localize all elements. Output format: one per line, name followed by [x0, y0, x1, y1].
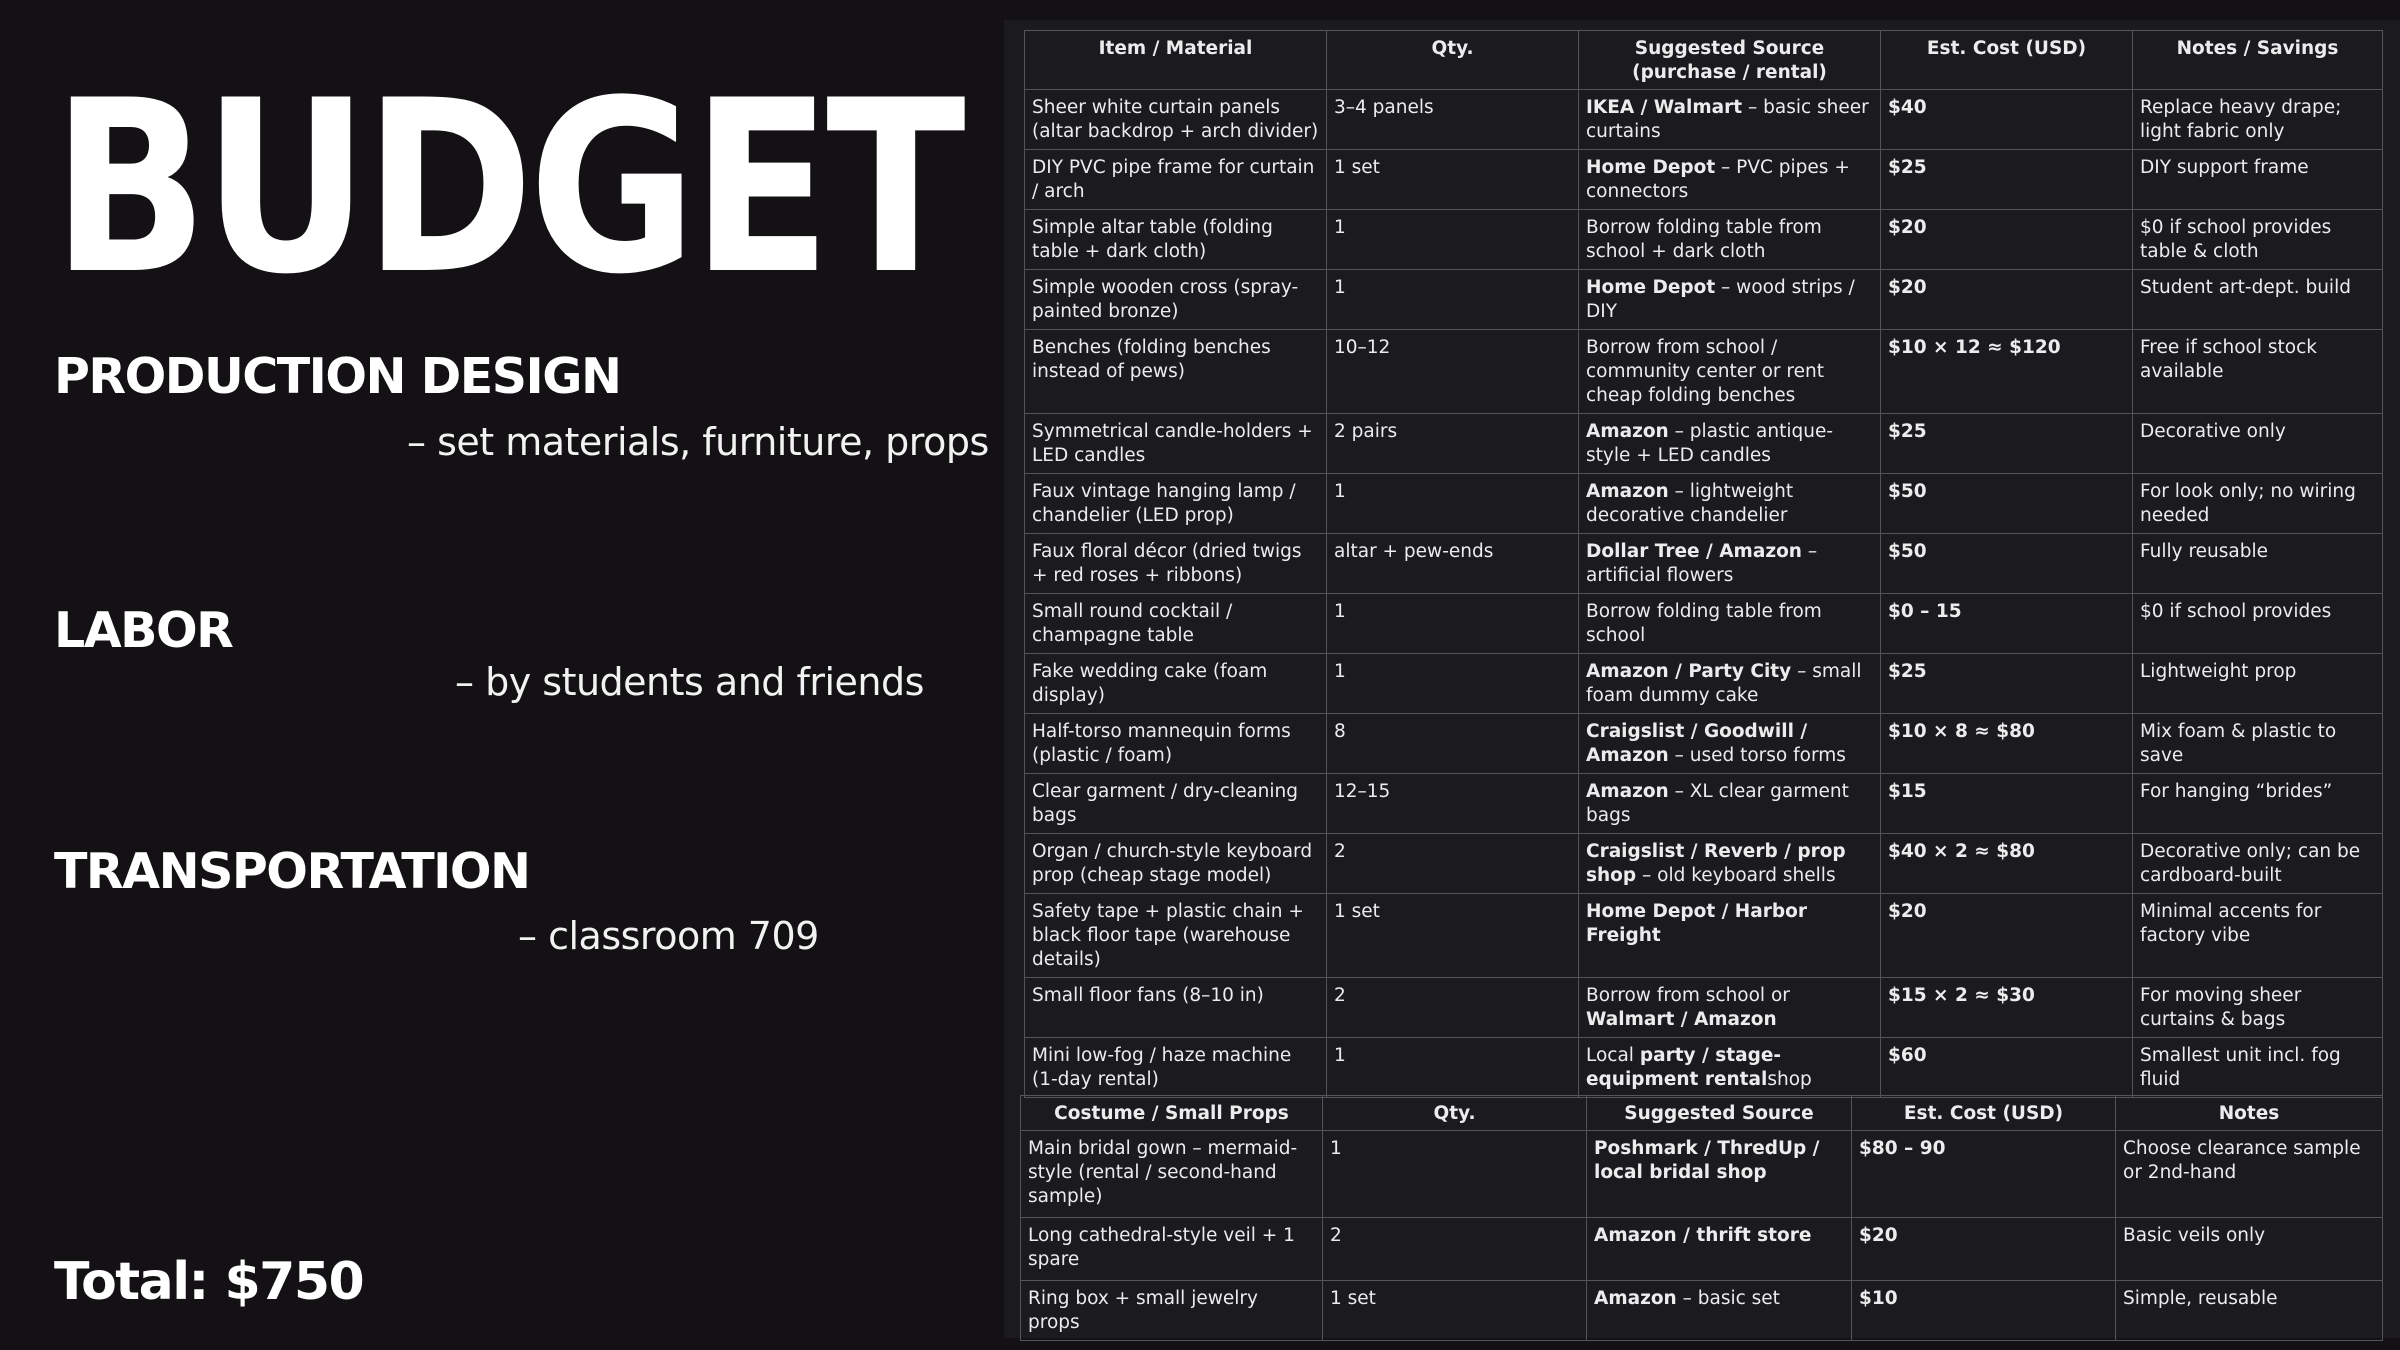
- item-cell: DIY PVC pipe frame for curtain / arch: [1025, 150, 1327, 210]
- cost-cell: $25: [1881, 414, 2133, 474]
- notes-cell: Minimal accents for factory vibe: [2133, 894, 2383, 978]
- source-vendor: Amazon / thrift store: [1594, 1225, 1812, 1246]
- source-prefix: Local: [1586, 1045, 1640, 1066]
- table-row: [1025, 834, 2383, 894]
- source-vendor: Dollar Tree / Amazon: [1586, 541, 1802, 562]
- budget-tables-panel: [1004, 20, 2400, 1338]
- item-cell: Long cathedral-style veil + 1 spare: [1021, 1218, 1323, 1281]
- source-detail: Borrow from school or: [1586, 985, 1790, 1006]
- source-detail: – small foam dummy cake: [1586, 661, 1862, 706]
- source-vendor: Craigslist / Goodwill / Amazon: [1586, 721, 1808, 766]
- source-cell: [1579, 594, 1881, 654]
- source-detail: – wood strips / DIY: [1586, 277, 1855, 322]
- qty-cell: 12–15: [1327, 774, 1579, 834]
- source-detail: – PVC pipes + connectors: [1586, 157, 1850, 202]
- cost-cell: $40 × 2 ≈ $80: [1881, 834, 2133, 894]
- item-cell: Fake wedding cake (foam display): [1025, 654, 1327, 714]
- table-row: [1021, 1218, 2383, 1281]
- column-header: Item / Material: [1025, 31, 1327, 90]
- qty-cell: 1 set: [1327, 150, 1579, 210]
- item-cell: Small round cocktail / champagne table: [1025, 594, 1327, 654]
- cost-cell: $50: [1881, 534, 2133, 594]
- table-row: [1025, 894, 2383, 978]
- item-cell: Symmetrical candle-holders + LED candles: [1025, 414, 1327, 474]
- cost-cell: $60: [1881, 1038, 2133, 1098]
- section-heading-transportation: TRANSPORTATION: [54, 843, 530, 900]
- source-vendor: IKEA / Walmart: [1586, 97, 1743, 118]
- table-row: [1025, 714, 2383, 774]
- source-cell: [1579, 210, 1881, 270]
- qty-cell: 1: [1323, 1131, 1587, 1218]
- item-cell: Simple altar table (folding table + dark cloth): [1025, 210, 1327, 270]
- table-row: [1025, 774, 2383, 834]
- column-header: Suggested Source: [1587, 1096, 1852, 1131]
- qty-cell: 1: [1327, 474, 1579, 534]
- source-cell: [1579, 894, 1881, 978]
- item-cell: Benches (folding benches instead of pews): [1025, 330, 1327, 414]
- source-detail: – used torso forms: [1668, 745, 1846, 766]
- source-cell: [1579, 270, 1881, 330]
- cost-cell: $15 × 2 ≈ $30: [1881, 978, 2133, 1038]
- item-cell: Small floor fans (8–10 in): [1025, 978, 1327, 1038]
- source-cell: [1579, 414, 1881, 474]
- table-row: [1025, 594, 2383, 654]
- source-detail: shop: [1767, 1069, 1812, 1090]
- notes-cell: Free if school stock available: [2133, 330, 2383, 414]
- cost-cell: $25: [1881, 654, 2133, 714]
- table-row: [1025, 330, 2383, 414]
- column-header: Qty.: [1323, 1096, 1587, 1131]
- source-cell: [1579, 714, 1881, 774]
- notes-cell: For hanging “brides”: [2133, 774, 2383, 834]
- qty-cell: 2: [1327, 834, 1579, 894]
- source-cell: [1579, 150, 1881, 210]
- source-vendor: Amazon: [1586, 481, 1669, 502]
- notes-cell: Student art-dept. build: [2133, 270, 2383, 330]
- table-row: [1025, 978, 2383, 1038]
- section-sub-production-design: – set materials, furniture, props: [407, 420, 989, 464]
- table-row: [1025, 654, 2383, 714]
- source-detail: – basic set: [1676, 1288, 1780, 1309]
- source-vendor: Walmart / Amazon: [1586, 1009, 1777, 1030]
- item-cell: Simple wooden cross (spray-painted bronze): [1025, 270, 1327, 330]
- notes-cell: Simple, reusable: [2116, 1281, 2383, 1341]
- qty-cell: 2 pairs: [1327, 414, 1579, 474]
- item-cell: Clear garment / dry-cleaning bags: [1025, 774, 1327, 834]
- notes-cell: Lightweight prop: [2133, 654, 2383, 714]
- qty-cell: 3–4 panels: [1327, 90, 1579, 150]
- source-detail: – basic sheer curtains: [1586, 97, 1869, 142]
- cost-cell: $20: [1881, 270, 2133, 330]
- cost-cell: $15: [1881, 774, 2133, 834]
- table-row: [1021, 1131, 2383, 1218]
- qty-cell: 1: [1327, 1038, 1579, 1098]
- source-vendor: Amazon / Party City: [1586, 661, 1792, 682]
- section-heading-labor: LABOR: [54, 602, 233, 659]
- source-vendor: Home Depot: [1586, 157, 1716, 178]
- item-cell: Half-torso mannequin forms (plastic / foam): [1025, 714, 1327, 774]
- source-detail: – XL clear garment bags: [1586, 781, 1849, 826]
- notes-cell: Replace heavy drape; light fabric only: [2133, 90, 2383, 150]
- left-panel: [0, 0, 1000, 1350]
- source-vendor: Home Depot / Harbor Freight: [1586, 901, 1807, 946]
- item-cell: Sheer white curtain panels (altar backdrop + arch divider): [1025, 90, 1327, 150]
- qty-cell: 1: [1327, 210, 1579, 270]
- qty-cell: 1: [1327, 654, 1579, 714]
- source-detail: – lightweight decorative chandelier: [1586, 481, 1794, 526]
- cost-cell: $40: [1881, 90, 2133, 150]
- source-detail: Borrow from school / community center or rent cheap folding benches: [1586, 337, 1824, 406]
- costume-props-table: [1020, 1095, 2383, 1341]
- source-vendor: Craigslist / Reverb / prop shop: [1586, 841, 1846, 886]
- qty-cell: 1 set: [1323, 1281, 1587, 1341]
- notes-cell: Choose clearance sample or 2nd-hand: [2116, 1131, 2383, 1218]
- column-header: Suggested Source (purchase / rental): [1579, 31, 1881, 90]
- notes-cell: Decorative only; can be cardboard-built: [2133, 834, 2383, 894]
- column-header: Notes: [2116, 1096, 2383, 1131]
- table-header-row: [1021, 1096, 2383, 1131]
- notes-cell: Fully reusable: [2133, 534, 2383, 594]
- source-cell: [1579, 474, 1881, 534]
- source-cell: [1587, 1131, 1852, 1218]
- notes-cell: DIY support frame: [2133, 150, 2383, 210]
- table-row: [1021, 1281, 2383, 1341]
- source-vendor: Amazon: [1594, 1288, 1677, 1309]
- source-cell: [1579, 90, 1881, 150]
- table-row: [1025, 474, 2383, 534]
- column-header: Notes / Savings: [2133, 31, 2383, 90]
- source-cell: [1587, 1218, 1852, 1281]
- item-cell: Safety tape + plastic chain + black floor tape (warehouse details): [1025, 894, 1327, 978]
- notes-cell: $0 if school provides: [2133, 594, 2383, 654]
- total-amount: Total: $750: [54, 1252, 364, 1312]
- cost-cell: $80 – 90: [1852, 1131, 2116, 1218]
- cost-cell: $20: [1852, 1218, 2116, 1281]
- notes-cell: Decorative only: [2133, 414, 2383, 474]
- source-cell: [1579, 330, 1881, 414]
- cost-cell: $20: [1881, 210, 2133, 270]
- production-design-table: [1024, 30, 2383, 1098]
- source-cell: [1579, 774, 1881, 834]
- notes-cell: $0 if school provides table & cloth: [2133, 210, 2383, 270]
- notes-cell: Smallest unit incl. fog fluid: [2133, 1038, 2383, 1098]
- source-detail: – artificial flowers: [1586, 541, 1818, 586]
- item-cell: Faux floral décor (dried twigs + red roses + ribbons): [1025, 534, 1327, 594]
- qty-cell: 1 set: [1327, 894, 1579, 978]
- cost-cell: $10 × 8 ≈ $80: [1881, 714, 2133, 774]
- qty-cell: altar + pew-ends: [1327, 534, 1579, 594]
- item-cell: Faux vintage hanging lamp / chandelier (LED prop): [1025, 474, 1327, 534]
- cost-cell: $20: [1881, 894, 2133, 978]
- section-sub-transportation: – classroom 709: [518, 914, 819, 958]
- section-sub-labor: – by students and friends: [455, 660, 924, 704]
- source-vendor: Amazon: [1586, 421, 1669, 442]
- qty-cell: 8: [1327, 714, 1579, 774]
- page-title: BUDGET: [52, 50, 961, 327]
- cost-cell: $0 – 15: [1881, 594, 2133, 654]
- table-row: [1025, 270, 2383, 330]
- notes-cell: Mix foam & plastic to save: [2133, 714, 2383, 774]
- qty-cell: 1: [1327, 594, 1579, 654]
- qty-cell: 10–12: [1327, 330, 1579, 414]
- item-cell: Ring box + small jewelry props: [1021, 1281, 1323, 1341]
- qty-cell: 1: [1327, 270, 1579, 330]
- column-header: Qty.: [1327, 31, 1579, 90]
- qty-cell: 2: [1323, 1218, 1587, 1281]
- table-row: [1025, 1038, 2383, 1098]
- table-row: [1025, 150, 2383, 210]
- table-row: [1025, 90, 2383, 150]
- source-detail: Borrow folding table from school + dark cloth: [1586, 217, 1822, 262]
- item-cell: Mini low-fog / haze machine (1-day rental): [1025, 1038, 1327, 1098]
- cost-cell: $10 × 12 ≈ $120: [1881, 330, 2133, 414]
- cost-cell: $10: [1852, 1281, 2116, 1341]
- source-vendor: Home Depot: [1586, 277, 1716, 298]
- table-header-row: [1025, 31, 2383, 90]
- source-cell: [1579, 1038, 1881, 1098]
- source-detail: – old keyboard shells: [1636, 865, 1836, 886]
- table-row: [1025, 414, 2383, 474]
- source-cell: [1579, 534, 1881, 594]
- qty-cell: 2: [1327, 978, 1579, 1038]
- source-cell: [1579, 834, 1881, 894]
- column-header: Est. Cost (USD): [1881, 31, 2133, 90]
- table-row: [1025, 210, 2383, 270]
- cost-cell: $50: [1881, 474, 2133, 534]
- source-vendor: party / stage-equipment rental: [1586, 1045, 1782, 1090]
- table-row: [1025, 534, 2383, 594]
- source-cell: [1579, 978, 1881, 1038]
- source-detail: – plastic antique-style + LED candles: [1586, 421, 1834, 466]
- column-header: Costume / Small Props: [1021, 1096, 1323, 1131]
- source-cell: [1587, 1281, 1852, 1341]
- column-header: Est. Cost (USD): [1852, 1096, 2116, 1131]
- source-cell: [1579, 654, 1881, 714]
- source-detail: Borrow folding table from school: [1586, 601, 1822, 646]
- item-cell: Organ / church-style keyboard prop (cheap stage model): [1025, 834, 1327, 894]
- notes-cell: Basic veils only: [2116, 1218, 2383, 1281]
- notes-cell: For look only; no wiring needed: [2133, 474, 2383, 534]
- notes-cell: For moving sheer curtains & bags: [2133, 978, 2383, 1038]
- cost-cell: $25: [1881, 150, 2133, 210]
- source-vendor: Amazon: [1586, 781, 1669, 802]
- section-heading-production-design: PRODUCTION DESIGN: [54, 348, 621, 405]
- source-vendor: Poshmark / ThredUp / local bridal shop: [1594, 1138, 1820, 1183]
- item-cell: Main bridal gown – mermaid-style (rental / second-hand sample): [1021, 1131, 1323, 1218]
